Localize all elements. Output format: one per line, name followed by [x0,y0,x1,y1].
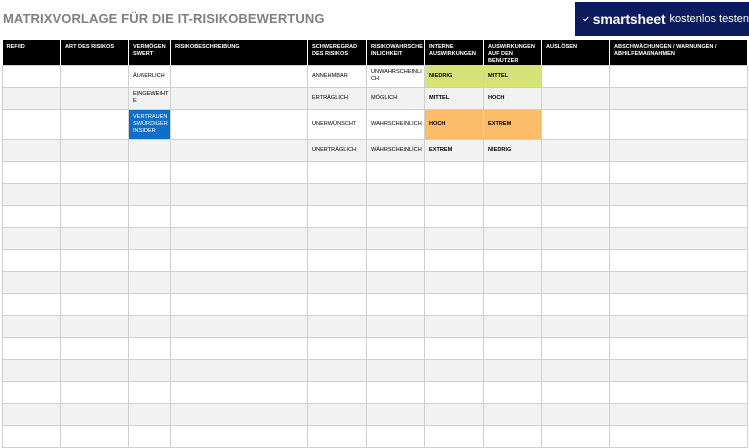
cell-risk-description[interactable] [171,249,308,271]
cell-user-impact[interactable]: NIEDRIG [484,139,542,161]
cell-internal-impact[interactable] [425,403,484,425]
cell-mitigations[interactable] [610,183,748,205]
cell-asset-value[interactable]: EINGEWEIHT E [129,87,171,109]
cell-risk-type[interactable] [61,87,129,109]
cell-mitigations[interactable] [610,65,748,87]
cell-trigger[interactable] [542,381,610,403]
cell-mitigations[interactable] [610,139,748,161]
cell-ref-id[interactable] [3,139,61,161]
cell-severity[interactable] [308,249,367,271]
cell-severity[interactable] [308,337,367,359]
cell-mitigations[interactable] [610,425,748,447]
cell-risk-type[interactable] [61,161,129,183]
cell-user-impact[interactable] [484,425,542,447]
table-row [3,381,748,403]
cell-internal-impact[interactable] [425,227,484,249]
header-asset-value: VERMÖGEN SWERT [129,40,171,65]
cell-likelihood[interactable]: MÖGLICH [367,87,425,109]
cell-internal-impact[interactable] [425,381,484,403]
cell-risk-description[interactable] [171,271,308,293]
cell-risk-description[interactable] [171,403,308,425]
cell-internal-impact[interactable] [425,249,484,271]
cell-risk-type[interactable] [61,403,129,425]
trial-link[interactable]: kostenlos testen [670,13,749,25]
checkmark-logo-icon [583,12,589,26]
cell-risk-type[interactable] [61,183,129,205]
cell-severity[interactable] [308,403,367,425]
cell-asset-value[interactable] [129,227,171,249]
smartsheet-trial-banner[interactable] [575,2,749,36]
cell-asset-value[interactable] [129,403,171,425]
cell-internal-impact[interactable] [425,183,484,205]
cell-user-impact[interactable] [484,249,542,271]
cell-likelihood[interactable] [367,403,425,425]
cell-severity[interactable] [308,359,367,381]
cell-ref-id[interactable] [3,425,61,447]
table-row [3,403,748,425]
cell-risk-type[interactable] [61,271,129,293]
cell-likelihood[interactable] [367,271,425,293]
cell-risk-type[interactable] [61,337,129,359]
cell-risk-type[interactable] [61,425,129,447]
table-row [3,65,748,87]
cell-likelihood[interactable] [367,315,425,337]
table-row [3,337,748,359]
cell-mitigations[interactable] [610,205,748,227]
cell-risk-description[interactable] [171,293,308,315]
cell-user-impact[interactable]: MITTEL [484,65,542,87]
header-mitigations: ABSCHWÄCHUNGEN / WARNUNGEN / ABHILFEMAßNAHMEN [610,40,748,65]
table-row [3,227,748,249]
cell-risk-description[interactable] [171,65,308,87]
cell-ref-id[interactable] [3,65,61,87]
cell-internal-impact[interactable]: EXTREM [425,139,484,161]
cell-asset-value[interactable]: VERTRAUEN SWÜRDIGER INSIDER [129,109,171,139]
cell-ref-id[interactable] [3,315,61,337]
cell-user-impact[interactable] [484,315,542,337]
cell-asset-value[interactable] [129,161,171,183]
table-row [3,249,748,271]
table-row [3,293,748,315]
cell-internal-impact[interactable]: HOCH [425,109,484,139]
cell-risk-type[interactable] [61,315,129,337]
cell-risk-description[interactable] [171,139,308,161]
cell-mitigations[interactable] [610,381,748,403]
cell-asset-value[interactable] [129,293,171,315]
cell-risk-description[interactable] [171,183,308,205]
cell-severity[interactable] [308,315,367,337]
cell-user-impact[interactable] [484,183,542,205]
cell-trigger[interactable] [542,109,610,139]
cell-mitigations[interactable] [610,337,748,359]
cell-internal-impact[interactable]: NIEDRIG [425,65,484,87]
table-row [3,87,748,109]
cell-risk-description[interactable] [171,315,308,337]
cell-user-impact[interactable] [484,381,542,403]
cell-user-impact[interactable] [484,293,542,315]
cell-trigger[interactable] [542,249,610,271]
table-row [3,161,748,183]
cell-risk-type[interactable] [61,139,129,161]
cell-risk-type[interactable] [61,359,129,381]
header-internal-impact: INTERNE AUSWIRKUNGEN [425,40,484,65]
cell-risk-type[interactable] [61,381,129,403]
cell-mitigations[interactable] [610,87,748,109]
cell-mitigations[interactable] [610,403,748,425]
cell-trigger[interactable] [542,227,610,249]
cell-severity[interactable] [308,227,367,249]
cell-user-impact[interactable]: HOCH [484,87,542,109]
cell-internal-impact[interactable] [425,205,484,227]
header-risk-description: RISIKOBESCHREIBUNG [171,40,308,65]
cell-severity[interactable]: ERTRÄGLICH [308,87,367,109]
cell-internal-impact[interactable] [425,271,484,293]
cell-internal-impact[interactable] [425,293,484,315]
cell-internal-impact[interactable] [425,315,484,337]
cell-user-impact[interactable] [484,161,542,183]
cell-ref-id[interactable] [3,227,61,249]
cell-internal-impact[interactable] [425,337,484,359]
cell-user-impact[interactable] [484,271,542,293]
cell-ref-id[interactable] [3,205,61,227]
cell-asset-value[interactable] [129,139,171,161]
cell-user-impact[interactable]: EXTREM [484,109,542,139]
cell-mitigations[interactable] [610,161,748,183]
header-row [3,40,748,65]
cell-trigger[interactable] [542,359,610,381]
cell-severity[interactable]: ANNEHMBAR [308,65,367,87]
cell-asset-value[interactable] [129,271,171,293]
cell-internal-impact[interactable]: MITTEL [425,87,484,109]
cell-internal-impact[interactable] [425,425,484,447]
cell-trigger[interactable] [542,161,610,183]
cell-risk-description[interactable] [171,381,308,403]
table-row [3,139,748,161]
cell-severity[interactable] [308,161,367,183]
cell-asset-value[interactable] [129,183,171,205]
cell-asset-value[interactable]: ÄUßERLICH [129,65,171,87]
cell-ref-id[interactable] [3,249,61,271]
cell-risk-description[interactable] [171,425,308,447]
cell-asset-value[interactable] [129,359,171,381]
table-row [3,205,748,227]
cell-trigger[interactable] [542,205,610,227]
cell-trigger[interactable] [542,87,610,109]
cell-trigger[interactable] [542,271,610,293]
table-row [3,109,748,139]
table-row [3,359,748,381]
cell-asset-value[interactable] [129,381,171,403]
header-likelihood: RISIKOWAHRSCHE INLICHKEIT [367,40,425,65]
header-user-impact: AUSWIRKUNGEN AUF DEN BENUTZER [484,40,542,65]
cell-trigger[interactable] [542,403,610,425]
cell-trigger[interactable] [542,425,610,447]
cell-likelihood[interactable] [367,249,425,271]
cell-risk-description[interactable] [171,109,308,139]
cell-risk-description[interactable] [171,359,308,381]
cell-trigger[interactable] [542,293,610,315]
cell-risk-type[interactable] [61,205,129,227]
cell-user-impact[interactable] [484,337,542,359]
cell-mitigations[interactable] [610,227,748,249]
cell-trigger[interactable] [542,315,610,337]
cell-likelihood[interactable]: WAHRSCHEINLICH [367,139,425,161]
cell-ref-id[interactable] [3,381,61,403]
cell-asset-value[interactable] [129,315,171,337]
cell-likelihood[interactable] [367,359,425,381]
cell-internal-impact[interactable] [425,359,484,381]
cell-risk-type[interactable] [61,249,129,271]
cell-mitigations[interactable] [610,315,748,337]
cell-risk-type[interactable] [61,293,129,315]
cell-mitigations[interactable] [610,271,748,293]
cell-ref-id[interactable] [3,87,61,109]
cell-risk-type[interactable] [61,109,129,139]
cell-severity[interactable] [308,205,367,227]
cell-severity[interactable] [308,425,367,447]
cell-asset-value[interactable] [129,249,171,271]
cell-severity[interactable] [308,183,367,205]
header-severity: SCHWEREGRAD DES RISIKOS [308,40,367,65]
cell-mitigations[interactable] [610,109,748,139]
cell-ref-id[interactable] [3,271,61,293]
cell-ref-id[interactable] [3,161,61,183]
cell-likelihood[interactable]: UNWAHRSCHEINLI CH [367,65,425,87]
cell-severity[interactable]: UNERTRÄGLICH [308,139,367,161]
cell-risk-description[interactable] [171,161,308,183]
cell-asset-value[interactable] [129,205,171,227]
table-row [3,271,748,293]
cell-severity[interactable] [308,271,367,293]
cell-risk-description[interactable] [171,87,308,109]
cell-likelihood[interactable] [367,161,425,183]
cell-user-impact[interactable] [484,403,542,425]
table-row [3,425,748,447]
cell-likelihood[interactable] [367,293,425,315]
cell-likelihood[interactable]: WAHRSCHEINLICH [367,109,425,139]
cell-severity[interactable] [308,381,367,403]
cell-ref-id[interactable] [3,359,61,381]
cell-risk-description[interactable] [171,227,308,249]
cell-risk-type[interactable] [61,227,129,249]
cell-ref-id[interactable] [3,293,61,315]
cell-mitigations[interactable] [610,249,748,271]
cell-ref-id[interactable] [3,403,61,425]
cell-mitigations[interactable] [610,293,748,315]
cell-likelihood[interactable] [367,183,425,205]
cell-user-impact[interactable] [484,227,542,249]
cell-user-impact[interactable] [484,205,542,227]
page-title: MATRIXVORLAGE FÜR DIE IT-RISIKOBEWERTUNG [3,11,325,26]
table-row [3,183,748,205]
cell-trigger[interactable] [542,337,610,359]
cell-ref-id[interactable] [3,109,61,139]
cell-user-impact[interactable] [484,359,542,381]
brand-name: smartsheet [593,11,666,27]
cell-asset-value[interactable] [129,337,171,359]
cell-likelihood[interactable] [367,381,425,403]
header-ref-id: REF/ID [3,40,61,65]
table-row [3,315,748,337]
header-risk-type: ART DES RISIKOS [61,40,129,65]
header-trigger: AUSLÖSEN [542,40,610,65]
cell-trigger[interactable] [542,139,610,161]
cell-trigger[interactable] [542,183,610,205]
cell-severity[interactable] [308,293,367,315]
cell-risk-description[interactable] [171,205,308,227]
cell-risk-description[interactable] [171,337,308,359]
cell-likelihood[interactable] [367,425,425,447]
cell-ref-id[interactable] [3,183,61,205]
cell-ref-id[interactable] [3,337,61,359]
cell-likelihood[interactable] [367,205,425,227]
cell-asset-value[interactable] [129,425,171,447]
risk-matrix-table [2,40,748,448]
cell-internal-impact[interactable] [425,161,484,183]
cell-severity[interactable]: UNERWÜNSCHT [308,109,367,139]
cell-mitigations[interactable] [610,359,748,381]
cell-likelihood[interactable] [367,227,425,249]
cell-risk-type[interactable] [61,65,129,87]
cell-likelihood[interactable] [367,337,425,359]
cell-trigger[interactable] [542,65,610,87]
